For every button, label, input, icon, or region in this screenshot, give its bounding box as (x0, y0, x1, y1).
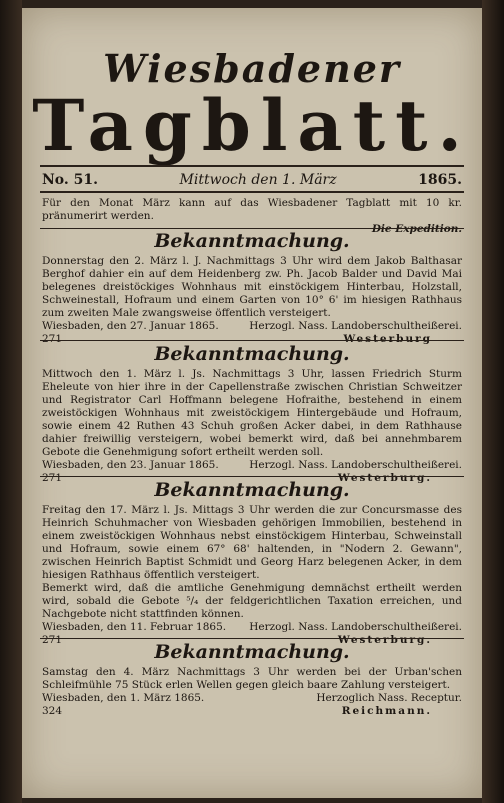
rule-dateline (40, 191, 464, 193)
issue-date: Mittwoch den 1. März (179, 172, 337, 188)
ad-number: 324 (42, 705, 63, 717)
announcement-heading: Bekanntmachung. (154, 641, 350, 663)
rule-top (40, 165, 464, 167)
notice-signature: Die Expedition. (371, 223, 462, 235)
issue-year: 1865. (418, 172, 462, 188)
dateline (42, 172, 462, 188)
ad-number: 271 (42, 333, 63, 345)
masthead-title: Tagblatt. (32, 84, 472, 167)
rule-3 (40, 476, 464, 477)
authority: Herzogl. Nass. Landoberschultheißerei. (249, 621, 462, 633)
announcement-heading: Bekanntmachung. (154, 343, 350, 365)
rule-4 (40, 638, 464, 639)
announcement-body: Freitag den 17. März l. Js. Mittags 3 Uhr werden die zur Concursmasse des Heinrich Schuhmacher von Wiesbaden gehörigen Immobilien, bestehend in einem zweistöckigen Wohnhaus nebst einstöckigem Hinterbau, Schweinstall und Hofraum, sowie einem 67° 68' haltenden, in "Nodern 2. Gewann", zwischen Heinrich Baptist Schmidt und Georg Harz belegenen Acker, in dem hiesigen Rathhaus öffentlich versteigert. (42, 504, 462, 581)
issue-number: No. 51. (42, 172, 98, 188)
announcement-heading: Bekanntmachung. (154, 479, 350, 501)
masthead-line1: Wiesbadener (103, 46, 401, 91)
announcement-body: Samstag den 4. März Nachmittags 3 Uhr werden bei der Urban'schen Schleifmühle 75 Stück erlen Wellen gegen gleich baare Zahlung versteigert. (42, 666, 462, 691)
announcement-signature (42, 320, 462, 333)
announcement-1 (42, 230, 462, 346)
newspaper-page (22, 8, 482, 798)
signer: Reichmann. (341, 705, 432, 717)
rule-2 (40, 340, 464, 341)
authority: Herzoglich Nass. Receptur. (316, 692, 462, 704)
announcement-body: Mittwoch den 1. März l. Js. Nachmittags 3 Uhr, lassen Friedrich Sturm Eheleute von hier ihre in der Capellenstraße zwischen Christian Schweitzer und Registrator Carl Hoffmann belegene Hofraithe, bestehend in einem zweistöckigen Wohnhaus mit zweistöckigem Hintergebäude und Hofraum, sowie einem 42 Ruthen 43 Schuh großen Acker dabei, in dem Rathhause dahier freiwillig versteigern, wobei bemerkt wird, daß bei annehmbarem Gebote die Genehmigung sofort ertheilt werden soll. (42, 368, 462, 458)
signer: Westerburg. (337, 472, 432, 484)
place-date: Wiesbaden, den 23. Januar 1865. (42, 459, 219, 471)
signer: Westerburg. (337, 634, 432, 646)
place-date: Wiesbaden, den 11. Februar 1865. (42, 621, 227, 633)
place-date: Wiesbaden, den 1. März 1865. (42, 692, 205, 704)
ad-number: 271 (42, 472, 63, 484)
book-spine (0, 0, 22, 803)
notice-text: Für den Monat März kann auf das Wiesbadener Tagblatt mit 10 kr. pränumerirt werden. (42, 197, 462, 222)
book-edge (482, 0, 504, 803)
announcement-signature (42, 621, 462, 634)
announcement-signature (42, 692, 462, 705)
announcement-2 (42, 343, 462, 485)
authority: Herzogl. Nass. Landoberschultheißerei. (249, 320, 462, 332)
announcement-3 (42, 479, 462, 647)
announcement-body: Donnerstag den 2. März l. J. Nachmittags 3 Uhr wird dem Jakob Balthasar Berghof dahier ein auf dem Heidenberg zw. Ph. Jacob Balder und David Mai belegenes dreistöckiges Wohnhaus mit einstöckigem Hinterbau, Holzstall, Schweinestall, Hofraum und einem Garten von 10° 6' im hiesigen Rathhaus zum zweiten Male zwangsweise öffentlich versteigert. (42, 255, 462, 319)
signer: Westerburg (343, 333, 432, 345)
place-date: Wiesbaden, den 27. Januar 1865. (42, 320, 219, 332)
ad-number: 271 (42, 634, 63, 646)
announcement-heading: Bekanntmachung. (154, 230, 350, 252)
authority: Herzogl. Nass. Landoberschultheißerei. (249, 459, 462, 471)
announcement-4 (42, 641, 462, 718)
rule-1 (40, 228, 464, 229)
announcement-signature (42, 459, 462, 472)
announcement-body-2: Bemerkt wird, daß die amtliche Genehmigung demnächst ertheilt werden wird, sobald die Gebote ⁵/₄ der feldgerichtlichen Taxation erreichen, und Nachgebote nicht stattfinden können. (42, 582, 462, 620)
